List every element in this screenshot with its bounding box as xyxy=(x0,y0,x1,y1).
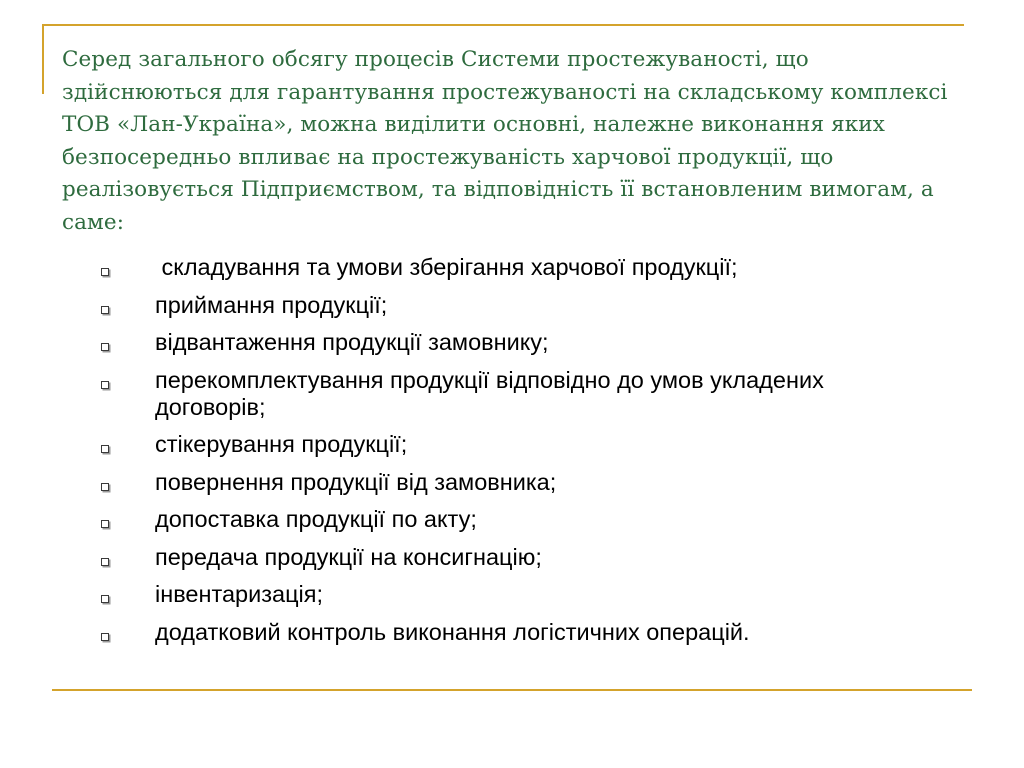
square-bullet-icon xyxy=(101,595,109,603)
list-item-text: відвантаження продукції замовнику; xyxy=(155,329,549,355)
square-bullet-icon xyxy=(101,633,109,641)
top-accent-rule xyxy=(42,24,964,26)
list-item-text: передача продукції на консигнацію; xyxy=(155,543,542,570)
square-bullet-icon xyxy=(101,343,109,351)
list-item xyxy=(96,542,976,571)
list-item xyxy=(96,467,976,496)
square-bullet-icon xyxy=(101,268,109,276)
square-bullet-icon xyxy=(101,381,109,389)
list-item-text: додатковий контроль виконання логістичних операцій. xyxy=(155,618,750,645)
list-item xyxy=(96,429,976,458)
list-item xyxy=(96,365,976,421)
list-item xyxy=(96,252,976,281)
bottom-accent-rule xyxy=(52,689,972,691)
list-item-text: стікерування продукції; xyxy=(155,431,408,457)
list-item-text: повернення продукції від замовника; xyxy=(155,468,557,495)
square-bullet-icon xyxy=(101,558,109,566)
list-item-text: перекомплектування продукції відповідно до умов укладених договорів; xyxy=(155,366,824,420)
left-accent-rule xyxy=(42,24,44,94)
square-bullet-icon xyxy=(101,520,109,528)
list-item xyxy=(96,504,976,533)
square-bullet-icon xyxy=(101,445,109,453)
list-item-text: складування та умови зберігання харчової продукції; xyxy=(155,254,738,280)
list-item-text: інвентаризація; xyxy=(155,581,324,607)
list-item-text: приймання продукції; xyxy=(155,291,388,318)
bullet-list xyxy=(96,252,976,654)
list-item xyxy=(96,327,976,356)
list-item xyxy=(96,290,976,319)
square-bullet-icon xyxy=(101,483,109,491)
square-bullet-icon xyxy=(101,306,109,314)
list-item xyxy=(96,579,976,608)
list-item xyxy=(96,617,976,646)
list-item-text: допоставка продукції по акту; xyxy=(155,506,477,532)
slide-title: Серед загального обсягу процесів Системи простежуваності, що здійснюються для гарантування простежуваності на складському комплексі ТОВ «Лан-Україна», можна виділити основні, належне виконання яких безпосередньо впливає на простежуваність харчової продукції, що реалізовується Підприємством, та відповідність її встановленим вимогам, а саме: xyxy=(62,47,948,235)
